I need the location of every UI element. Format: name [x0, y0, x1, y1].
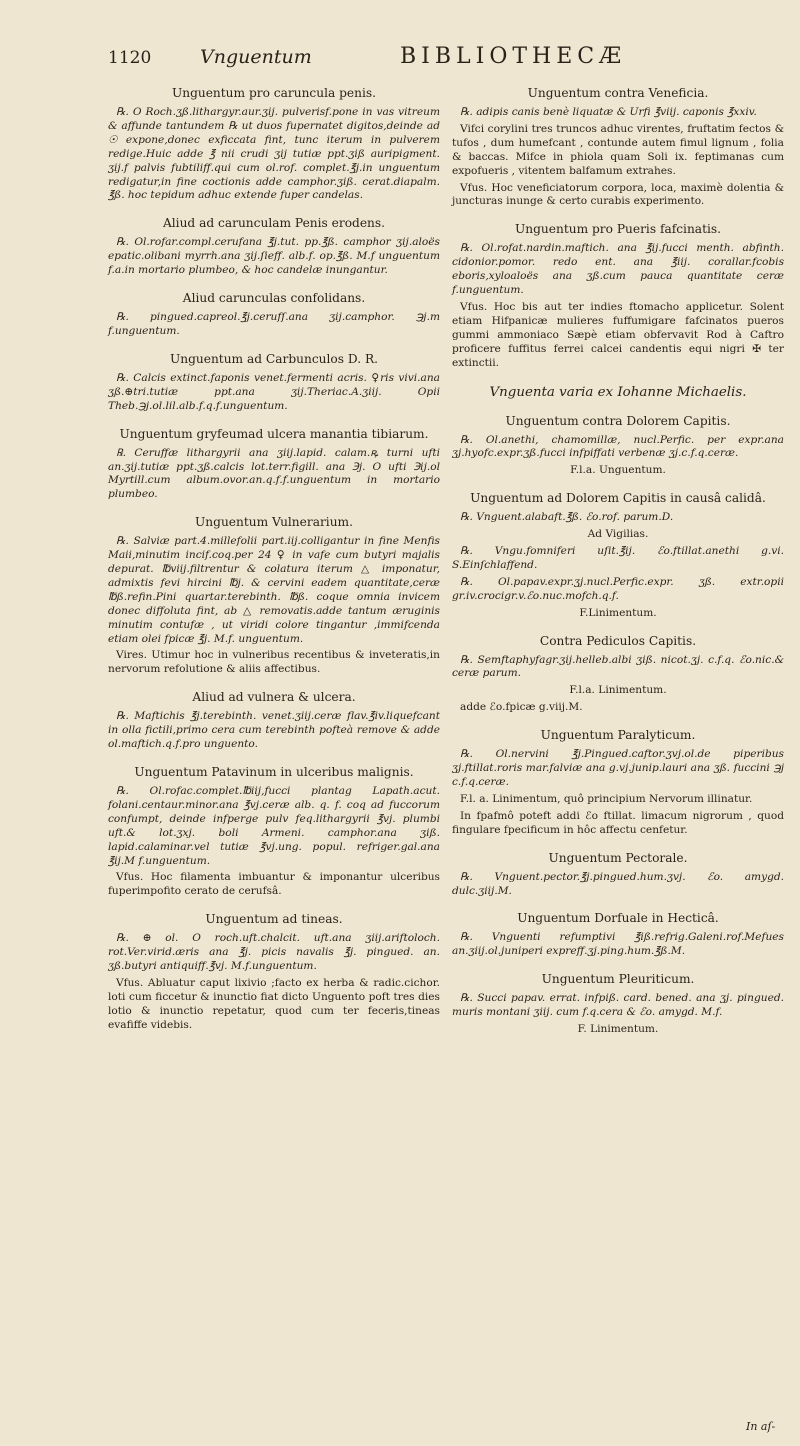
right-column — [452, 86, 784, 1050]
section-title: Aliud carunculas confolidans. — [182, 291, 366, 306]
recipe-text: ℞. Ol.rofac.complet.℔iij,fucci plantag Lapath.acut. folani.centaur.minor.ana ℥vj.ceræ alb. q. f. coq ad fuccorum confumpt, deinde infperge pulv feq.lithargyrii ℥vj. plumbi uft.& lot.ʒxj. boli Armeni. camphor.ana ʒiß. lapid.calaminar.vel tutiæ ℥vj.ung. popul. refriger.gal.ana ℥ij.M f.unguentum. — [108, 785, 440, 867]
recipe-section — [108, 427, 440, 503]
recipe-section — [452, 728, 784, 837]
recipe-section — [108, 765, 440, 899]
recipe-section — [108, 352, 440, 414]
usage-text: Vifci corylini tres truncos adhuc virentes, fruftatim fectos & tufos , dum humefcant , contunde autem fimul lignum , folia & baccas. Mifce in phiola quam Soli ix. feptimanas cum expofueris , vitentem balfamum extrahes. — [452, 122, 784, 177]
usage-text: Vfus. Hoc filamenta imbuantur & imponantur ulceribus fuperimpofito cerato de cerufsâ. — [108, 871, 440, 898]
recipe-section — [108, 216, 440, 278]
recipe-text: ℞. ⊕ ol. O roch.uft.chalcit. uft.ana ʒiij.ariftoloch. rot.Ver.virid.æris ana ℥j. picis navalis ℥j. pingued. an. ʒß.butyri antiquiff.℥vj. M.f.unguentum. — [108, 932, 440, 973]
page-number: 1120 — [108, 48, 152, 68]
section-title: Vnguenta varia ex Iohanne Michaelis. — [489, 384, 747, 400]
recipe-text: ℞. Ol.rofar.compl.cerufana ℥j.tut. pp.℥ß. camphor ʒij.aloës epatic.olibani myrrh.ana ʒij.ſieff. alb.f. op.℥ß. M.f unguentum f.a.in mortario plumbeo, & hoc candelæ inungantur. — [108, 236, 440, 277]
usage-text: adde ℰo.fpicæ g.viij.M. — [460, 701, 583, 714]
running-title: Vnguentum — [200, 46, 312, 68]
section-title: Unguentum pro caruncula penis. — [171, 86, 377, 100]
recipe-text: ℞. Vnguent.pector.℥j.pingued.hum.ʒvj. ℰo. amygd. dulc.ʒiij.M. — [452, 870, 784, 897]
sub-heading: F.Linimentum. — [579, 606, 657, 619]
section-title: Aliud ad vulnera & ulcera. — [192, 690, 356, 705]
sub-heading: F. Linimentum. — [577, 1023, 659, 1036]
recipe-text: ℞. Ol.rofat.nardin.maftich. ana ℥ij.fucci menth. abfinth. cidonior.pomor. redo ent. ana ℥iij. corallar.fcobis eboris,xyloaloës ana ʒß.cum pauca quantitate ceræ f.unguentum. — [452, 242, 784, 297]
recipe-text: ℞. Salviæ part.4.millefolii part.iij.colligantur in fine Menfis Maii,minutim incif.coq.per 24 ♀ in vafe cum butyri majalis depurat. ℔viij.filtrentur & colatura iterum △ imponatur, admixtis fevi hircini ℔j. & cervini eadem quantitate,ceræ ℔ß.refin.Pini quartar.terebinth. ℔ß. coque omnia invicem donec diffoluta fint, ab △ removatis.adde tantum æruginis minutim contufæ , ut viridi colore tingantur ,immifcenda etiam olei fpicæ ℥j. M.f. unguentum. — [108, 535, 440, 645]
section-title: Unguentum Dorfuale in Hecticâ. — [517, 911, 719, 926]
section-title: Unguentum gryfeumad ulcera manantia tibiarum. — [119, 426, 429, 441]
sub-heading: Ad Vigilias. — [587, 528, 649, 541]
recipe-text: ℞. Vnguent.alabaft.℥ß. ℰo.rof. parum.D. — [460, 511, 674, 524]
usage-text: F.l. a. Linimentum, quô principium Nervorum illinatur. — [460, 792, 753, 805]
left-column — [108, 86, 440, 1046]
recipe-text: ℞. Vngu.fomniferi uſit.℥ij. ℰo.ftillat.anethi g.vi. S.Einſchlaffend. — [452, 545, 784, 571]
section-title: Unguentum pro Pueris fafcinatis. — [514, 222, 721, 237]
recipe-section — [452, 414, 784, 479]
recipe-section — [108, 912, 440, 1032]
recipe-text: ℞. pingued.capreol.℥j.cerufſ.ana ʒij.camphor. ℈j.m f.unguentum. — [108, 311, 440, 337]
section-title: Unguentum Paralyticum. — [540, 728, 696, 743]
recipe-text: ℞. Ceruffæ lithargyrii ana ʒiij.lapid. calam.ꝶ turni ufti an.ʒij.tutiæ ppt.ʒß.calcis lot.terr.figill. ana ℈j. O ufti ℈ij.ol Myrtill.cum album.ovor.an.q.f.f.unguentum in mortario plumbeo. — [108, 446, 440, 501]
recipe-text: ℞. Maftichis ℥j.terebinth. venet.ʒiij.ceræ flav.℥iv.liquefcant in olla fictili,primo cera cum terebinth pofteà remove & adde ol.maftich.q.f.pro unguento. — [108, 710, 440, 751]
recipe-text: ℞. Calcis extinct.faponis venet.fermenti acris. ♀ris vivi.ana ʒß.⊕tri.tutiæ ppt.ana ʒij.Theriac.A.ʒiij. Opii Theb.℈j.ol.lil.alb.f.q.f.unguentum. — [108, 371, 440, 412]
recipe-text: ℞. adipis canis benè liquatæ & Urfi ℥viij. caponis ℥xxiv. — [460, 106, 757, 118]
recipe-section — [452, 222, 784, 370]
recipe-text: ℞. Semftaphyfagr.ʒij.helleb.albi ʒiß. nicot.ʒj. c.f.q. ℰo.nic.& ceræ parum. — [452, 653, 784, 680]
recipe-section — [108, 690, 440, 752]
recipe-section — [452, 972, 784, 1037]
recipe-text: ℞. Ol.anethi, chamomillæ, nucl.Perfic. per expr.ana ʒj.hyofc.expr.ʒß.fucci infpiffati verbenæ ʒj.c.f.q.ceræ. — [452, 433, 784, 460]
sub-heading: F.l.a. Linimentum. — [569, 684, 667, 697]
usage-text: Vires. Utimur hoc in vulneribus recentibus & inveteratis,in nervorum refolutione & aliis affectibus. — [108, 649, 440, 676]
recipe-section — [108, 86, 440, 203]
recipe-text: ℞. Vnguenti refumptivi ℥iß.refrig.Galeni.rof.Mefues an.ʒiij.ol.juniperi expreff.ʒj.ping.hum.℥ß.M. — [452, 931, 784, 958]
recipe-section — [452, 384, 784, 401]
catchword: In aſ- — [746, 1420, 776, 1433]
section-title: Unguentum ad Dolorem Capitis in causâ calidâ. — [470, 491, 766, 506]
recipe-text: ℞. Ol.papav.expr.ʒj.nucl.Perfic.expr. ʒß. extr.opii gr.iv.crocigr.v.ℰo.nuc.mofch.q.f. — [452, 575, 784, 602]
section-title: Unguentum Vulnerarium. — [195, 515, 353, 530]
section-title: Unguentum Pectorale. — [548, 850, 688, 865]
recipe-section — [452, 851, 784, 899]
running-header — [0, 0, 800, 78]
recipe-text: ℞. O Roch.ʒß.lithargyr.aur.ʒij. pulverisf.pone in vas vitreum & affunde tantundem ℞ ut duos fupernatet digitos,deinde ad ☉ expone,donec exficcata fint, tunc iterum in pulverem redige.Huic adde ℥ nii crudi ʒij tutiæ ppt.ʒiß auripigment. ʒij.f palvis fubtiliff.qui cum ol.rof. complet.℥j.in unguentum redigatur,in fine coctionis adde camphor.ʒiß. cerat.diapalm. ℥ß. hoc tepidum adhuc extende fuper candelas. — [108, 106, 440, 202]
sub-heading: F.l.a. Unguentum. — [570, 464, 666, 477]
section-title: Unguentum contra Veneficia. — [527, 86, 709, 100]
usage-text: In fpafmô poteft addi ℰo ftillat. limacum nigrorum , quod fingulare fpecificum in hôc affectu cenfetur. — [452, 809, 784, 836]
recipe-text: ℞. Ol.nervini ℥j.Pingued.caftor.ʒvj.ol.de piperibus ʒj.ftillat.roris mar.falviæ ana g.vj.junip.lauri ana ʒß. fuccini ℈j c.f.q.ceræ. — [452, 748, 784, 788]
section-title: Unguentum Pleuriticum. — [541, 972, 695, 987]
section-title: Unguentum ad Carbunculos D. R. — [169, 351, 379, 366]
recipe-section — [452, 911, 784, 959]
recipe-section — [452, 86, 784, 209]
section-title: Aliud ad carunculam Penis erodens. — [162, 216, 386, 231]
section-title: Unguentum Patavinum in ulceribus malignis. — [134, 765, 414, 779]
recipe-section — [108, 291, 440, 339]
recipe-section — [108, 515, 440, 677]
recipe-text: ℞. Succi papav. errat. infpiß. card. bened. ana ʒj. pingued. muris montani ʒiij. cum f.q.cera & ℰo. amygd. M.f. — [452, 992, 784, 1019]
recipe-section — [452, 491, 784, 620]
usage-text: Vfus. Abluatur caput lixivio ;facto ex herba & radic.cichor. loti cum ficcetur & inunctio fiat dicto Unguento poft tres dies lotio & inunctio repetatur, quod cum ter feceris,tineas evafiffe videbis. — [108, 976, 440, 1031]
section-title: Unguentum ad tineas. — [205, 912, 343, 927]
usage-text: Vfus. Hoc veneficiatorum corpora, loca, maximè dolentia & juncturas inunge & certo curabis experimento. — [452, 181, 784, 208]
recipe-section — [452, 634, 784, 716]
section-title: Unguentum contra Dolorem Capitis. — [505, 413, 731, 428]
usage-text: Vfus. Hoc bis aut ter indies ftomacho applicetur. Solent etiam Hifpanicæ mulieres fuffumigare fafcinatos pueros gummi ammoniaco Sæpè etiam obfervavit Rod à Caftro proficere fuffitus ferrei calcei candentis equi nigri ✠ ter extinctii. — [452, 300, 784, 369]
section-title: Contra Pediculos Capitis. — [539, 633, 697, 648]
bibliotheca-heading: BIBLIOTHECÆ — [400, 44, 627, 69]
